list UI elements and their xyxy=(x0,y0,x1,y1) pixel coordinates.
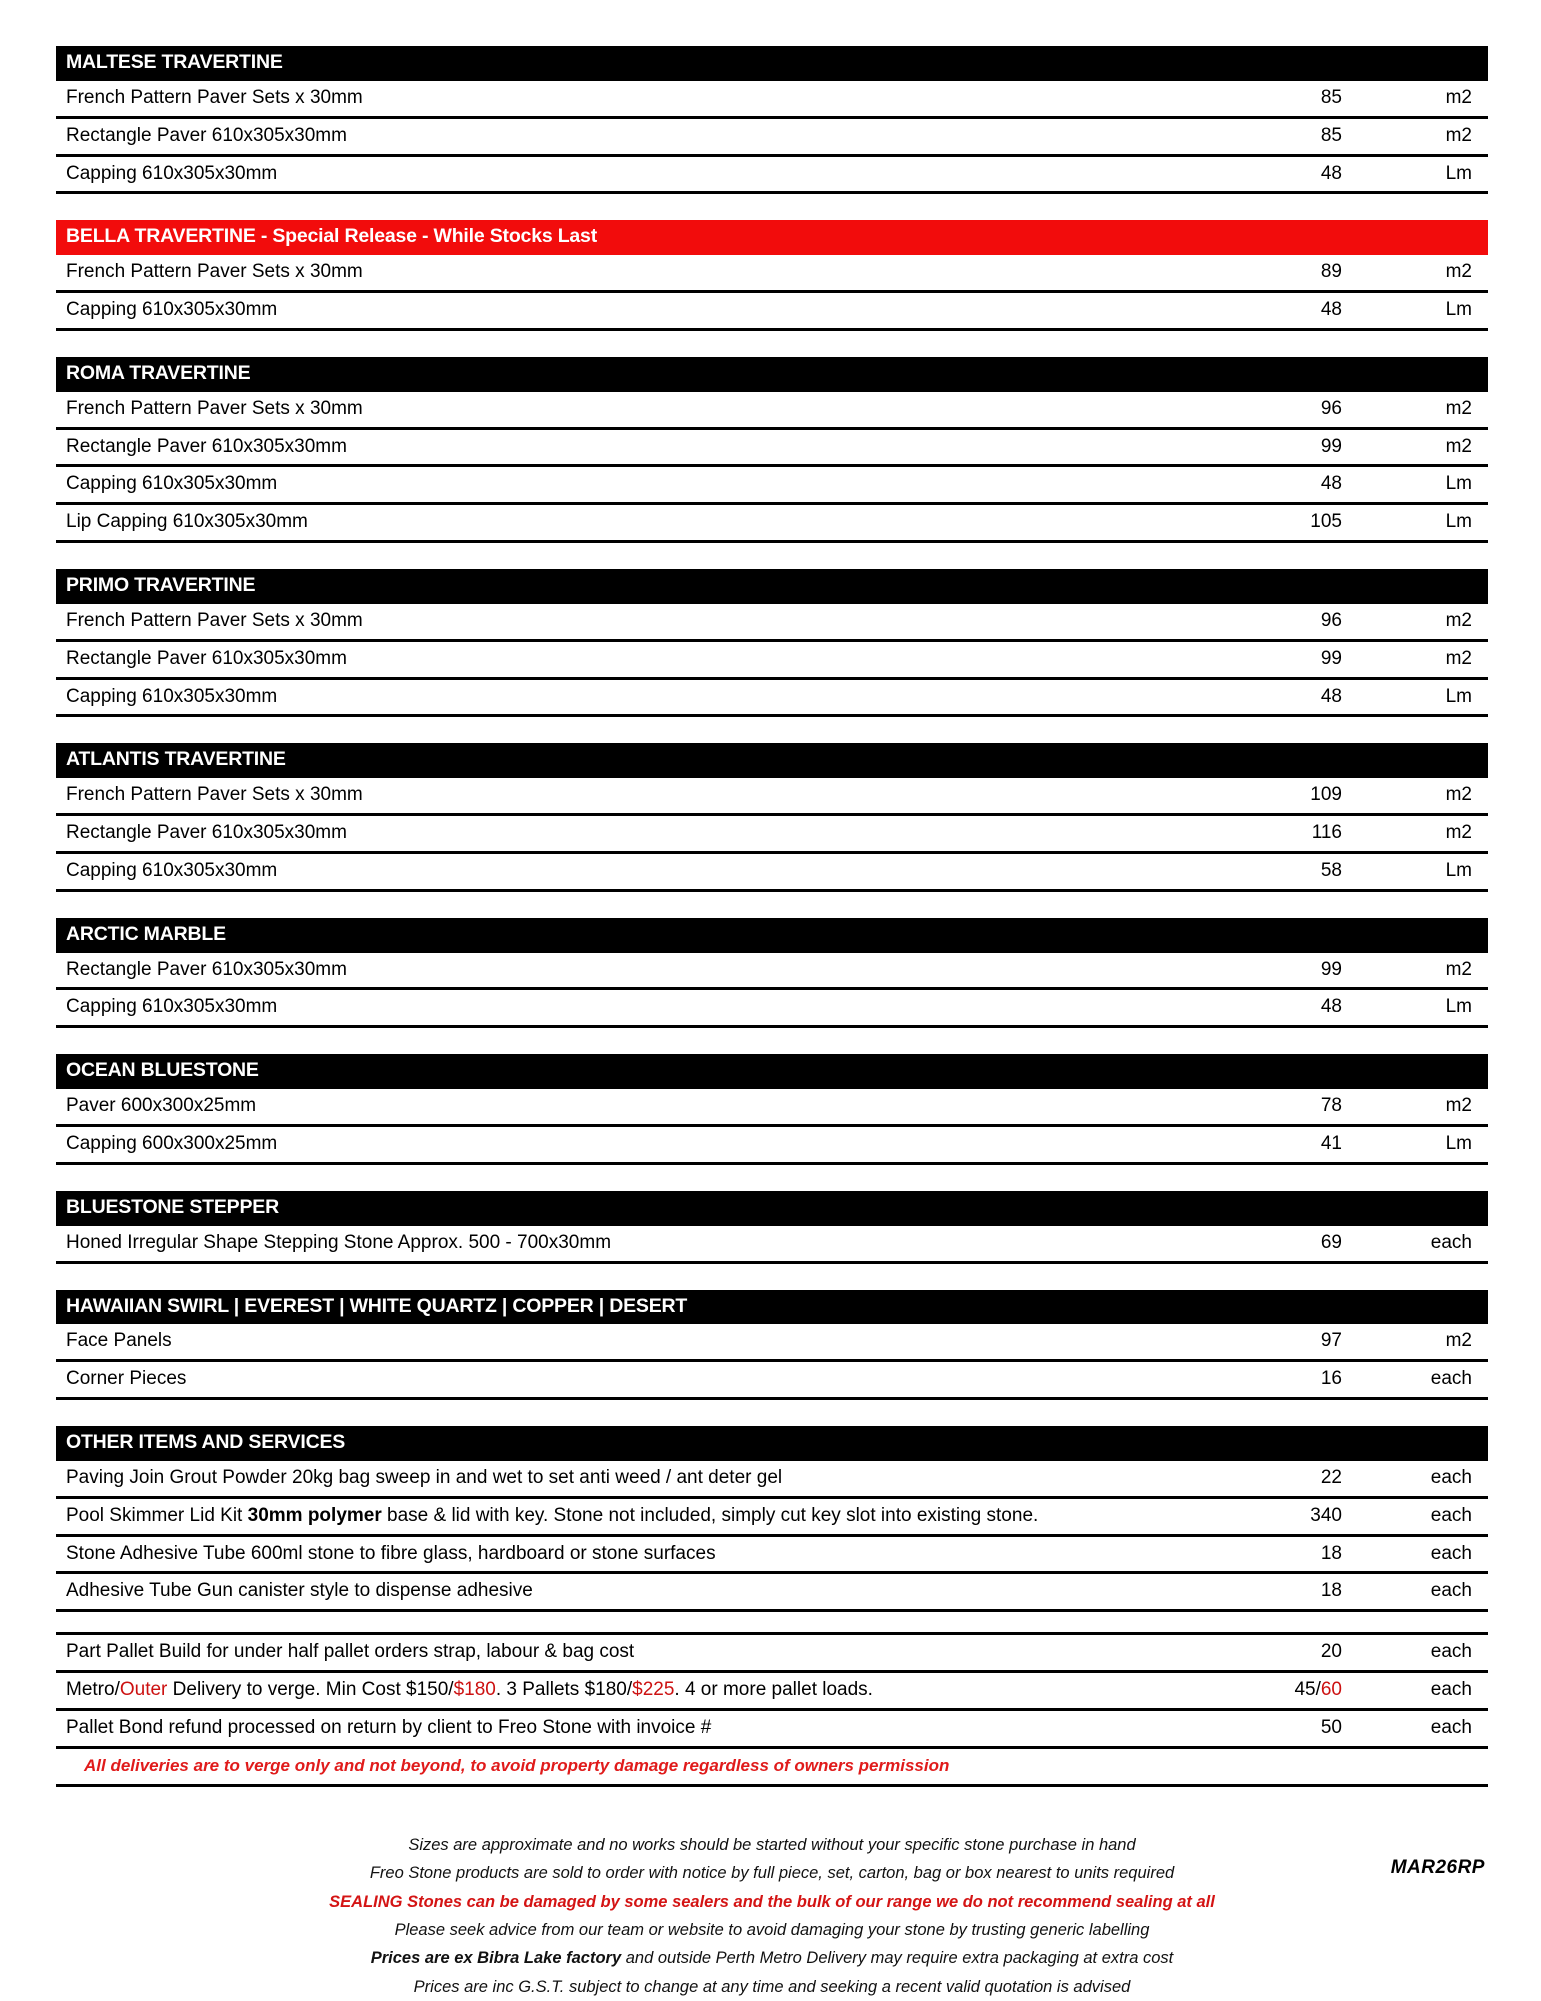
item-description: Rectangle Paver 610x305x30mm xyxy=(56,815,1242,853)
item-unit: each xyxy=(1390,1634,1488,1672)
item-price: 48 xyxy=(1242,678,1390,716)
section-spacer xyxy=(56,1399,1488,1427)
item-unit: each xyxy=(1390,1497,1488,1535)
item-description: Capping 600x300x25mm xyxy=(56,1125,1242,1163)
price-row xyxy=(56,117,1488,155)
item-description: French Pattern Paver Sets x 30mm xyxy=(56,81,1242,117)
item-unit: m2 xyxy=(1390,640,1488,678)
item-price: 96 xyxy=(1242,604,1390,640)
item-price: 85 xyxy=(1242,117,1390,155)
delivery-price-rich: 45/60 xyxy=(1294,1679,1342,1701)
item-unit: m2 xyxy=(1390,604,1488,640)
item-unit: each xyxy=(1390,1573,1488,1611)
section-header-title: MALTESE TRAVERTINE xyxy=(56,46,1488,81)
price-list-table xyxy=(56,46,1488,1787)
item-unit: Lm xyxy=(1390,989,1488,1027)
item-description: Capping 610x305x30mm xyxy=(56,678,1242,716)
divider-cell xyxy=(56,1611,1488,1634)
price-row xyxy=(56,1709,1488,1747)
item-price: 22 xyxy=(1242,1461,1390,1497)
item-price: 340 xyxy=(1242,1497,1390,1535)
section-header-title: OCEAN BLUESTONE xyxy=(56,1054,1488,1089)
price-row xyxy=(56,778,1488,814)
delivery-notice-row xyxy=(56,1747,1488,1785)
price-row xyxy=(56,989,1488,1027)
item-price: 50 xyxy=(1242,1709,1390,1747)
item-description: Rectangle Paver 610x305x30mm xyxy=(56,428,1242,466)
item-description: Paving Join Grout Powder 20kg bag sweep in and wet to set anti weed / ant deter gel xyxy=(56,1461,1242,1497)
item-price: 85 xyxy=(1242,81,1390,117)
price-row xyxy=(56,81,1488,117)
section-header-row xyxy=(56,46,1488,81)
item-description: Capping 610x305x30mm xyxy=(56,155,1242,193)
price-row xyxy=(56,678,1488,716)
delivery-min-cost-outer: $180 xyxy=(453,1679,496,1701)
price-row xyxy=(56,1226,1488,1262)
price-row xyxy=(56,1634,1488,1672)
item-price: 18 xyxy=(1242,1573,1390,1611)
spacer-cell xyxy=(56,716,1488,744)
item-description: Pallet Bond refund processed on return by client to Freo Stone with invoice # xyxy=(56,1709,1242,1747)
section-header-row xyxy=(56,1426,1488,1461)
item-unit: m2 xyxy=(1390,392,1488,428)
item-description: Rectangle Paver 610x305x30mm xyxy=(56,117,1242,155)
delivery-zone-outer: Outer xyxy=(119,1679,168,1701)
section-spacer xyxy=(56,1027,1488,1055)
item-price: 109 xyxy=(1242,778,1390,814)
section-spacer xyxy=(56,716,1488,744)
price-row xyxy=(56,155,1488,193)
item-unit: m2 xyxy=(1390,815,1488,853)
footer-line-4: Please seek advice from our team or website to avoid damaging your stone by trusting generic labelling xyxy=(394,1920,1150,1939)
spacer-cell xyxy=(56,890,1488,918)
item-price: 89 xyxy=(1242,255,1390,291)
price-row xyxy=(56,504,1488,542)
item-description xyxy=(56,1497,1242,1535)
item-price: 69 xyxy=(1242,1226,1390,1262)
footer-disclaimer xyxy=(56,1831,1488,2001)
section-header-row xyxy=(56,1191,1488,1226)
item-price: 16 xyxy=(1242,1361,1390,1399)
item-unit: Lm xyxy=(1390,678,1488,716)
section-header-title: BELLA TRAVERTINE - Special Release - While Stocks Last xyxy=(56,220,1488,255)
price-row xyxy=(56,1089,1488,1125)
section-spacer xyxy=(56,1262,1488,1290)
item-price: 99 xyxy=(1242,428,1390,466)
price-row xyxy=(56,1361,1488,1399)
item-price: 116 xyxy=(1242,815,1390,853)
footer-line-5 xyxy=(56,1944,1488,1972)
item-price: 48 xyxy=(1242,989,1390,1027)
price-row xyxy=(56,392,1488,428)
spacer-cell xyxy=(56,1262,1488,1290)
price-row xyxy=(56,1672,1488,1710)
price-row xyxy=(56,1461,1488,1497)
item-description: Capping 610x305x30mm xyxy=(56,292,1242,330)
section-header-row xyxy=(56,743,1488,778)
section-header-title: OTHER ITEMS AND SERVICES xyxy=(56,1426,1488,1461)
item-description: Part Pallet Build for under half pallet orders strap, labour & bag cost xyxy=(56,1634,1242,1672)
item-description: Paver 600x300x25mm xyxy=(56,1089,1242,1125)
item-description: Honed Irregular Shape Stepping Stone Approx. 500 - 700x30mm xyxy=(56,1226,1242,1262)
item-unit: Lm xyxy=(1390,292,1488,330)
item-description-rich: Pool Skimmer Lid Kit 30mm polymer base & lid with key. Stone not included, simply cut key slot into existing stone. xyxy=(66,1504,1039,1526)
price-row xyxy=(56,1324,1488,1360)
delivery-notice-text: All deliveries are to verge only and not beyond, to avoid property damage regardless of owners permission xyxy=(56,1747,1488,1785)
price-row xyxy=(56,1125,1488,1163)
item-price: 99 xyxy=(1242,953,1390,989)
item-unit: m2 xyxy=(1390,1089,1488,1125)
footer-line-sealing-warning: SEALING Stones can be damaged by some sealers and the bulk of our range we do not recommend sealing at all xyxy=(329,1892,1215,1911)
item-description: French Pattern Paver Sets x 30mm xyxy=(56,255,1242,291)
item-price: 20 xyxy=(1242,1634,1390,1672)
item-unit: m2 xyxy=(1390,81,1488,117)
footer-line-6: Prices are inc G.S.T. subject to change at any time and seeking a recent valid quotation is advised xyxy=(413,1977,1131,1996)
item-description: Stone Adhesive Tube 600ml stone to fibre glass, hardboard or stone surfaces xyxy=(56,1535,1242,1573)
item-unit: each xyxy=(1390,1461,1488,1497)
delivery-price-outer: 60 xyxy=(1320,1679,1342,1701)
item-unit: each xyxy=(1390,1226,1488,1262)
item-description: Corner Pieces xyxy=(56,1361,1242,1399)
price-row xyxy=(56,852,1488,890)
price-row xyxy=(56,1535,1488,1573)
section-header-row xyxy=(56,1290,1488,1325)
item-description: French Pattern Paver Sets x 30mm xyxy=(56,604,1242,640)
price-row xyxy=(56,815,1488,853)
price-row xyxy=(56,1573,1488,1611)
section-spacer xyxy=(56,1163,1488,1191)
item-price: 99 xyxy=(1242,640,1390,678)
price-row xyxy=(56,466,1488,504)
section-spacer xyxy=(56,542,1488,570)
item-price: 105 xyxy=(1242,504,1390,542)
item-description: Rectangle Paver 610x305x30mm xyxy=(56,640,1242,678)
footer-line-5-bold: Prices are ex Bibra Lake factory xyxy=(370,1949,622,1968)
price-row xyxy=(56,604,1488,640)
section-header-title: ROMA TRAVERTINE xyxy=(56,357,1488,392)
section-header-row xyxy=(56,220,1488,255)
item-description: Lip Capping 610x305x30mm xyxy=(56,504,1242,542)
section-header-title: ARCTIC MARBLE xyxy=(56,918,1488,953)
item-price: 48 xyxy=(1242,292,1390,330)
section-spacer xyxy=(56,193,1488,221)
section-header-title: ATLANTIS TRAVERTINE xyxy=(56,743,1488,778)
item-unit: Lm xyxy=(1390,1125,1488,1163)
item-price: 58 xyxy=(1242,852,1390,890)
other-items-group-divider xyxy=(56,1611,1488,1634)
item-description: Rectangle Paver 610x305x30mm xyxy=(56,953,1242,989)
item-unit: m2 xyxy=(1390,778,1488,814)
item-price xyxy=(1242,1672,1390,1710)
section-header-row xyxy=(56,1054,1488,1089)
item-unit: each xyxy=(1390,1672,1488,1710)
item-price: 48 xyxy=(1242,155,1390,193)
item-unit: Lm xyxy=(1390,155,1488,193)
spacer-cell xyxy=(56,1163,1488,1191)
spacer-cell xyxy=(56,1027,1488,1055)
item-description-emphasis: 30mm polymer xyxy=(247,1504,382,1526)
price-row xyxy=(56,428,1488,466)
item-price: 96 xyxy=(1242,392,1390,428)
item-unit: m2 xyxy=(1390,953,1488,989)
section-header-row xyxy=(56,569,1488,604)
section-header-title: BLUESTONE STEPPER xyxy=(56,1191,1488,1226)
section-header-row xyxy=(56,918,1488,953)
section-spacer xyxy=(56,329,1488,357)
spacer-cell xyxy=(56,1399,1488,1427)
item-unit: Lm xyxy=(1390,852,1488,890)
price-list-body xyxy=(56,46,1488,1785)
item-description: Capping 610x305x30mm xyxy=(56,852,1242,890)
item-description: French Pattern Paver Sets x 30mm xyxy=(56,778,1242,814)
footer-line-2: Freo Stone products are sold to order with notice by full piece, set, carton, bag or box nearest to units required xyxy=(369,1864,1175,1883)
price-row xyxy=(56,640,1488,678)
footer-line-1: Sizes are approximate and no works should be started without your specific stone purchase in hand xyxy=(408,1835,1136,1854)
price-row xyxy=(56,292,1488,330)
item-price: 78 xyxy=(1242,1089,1390,1125)
item-unit: Lm xyxy=(1390,504,1488,542)
item-unit: m2 xyxy=(1390,428,1488,466)
item-description: Capping 610x305x30mm xyxy=(56,989,1242,1027)
delivery-description-rich: Metro/Outer Delivery to verge. Min Cost $150/$180. 3 Pallets $180/$225. 4 or more pallet loads. xyxy=(66,1679,873,1701)
delivery-three-pallet-outer: $225 xyxy=(632,1679,675,1701)
section-header-title: PRIMO TRAVERTINE xyxy=(56,569,1488,604)
item-description: Face Panels xyxy=(56,1324,1242,1360)
revision-code: MAR26RP xyxy=(1390,1857,1485,1878)
item-description: Adhesive Tube Gun canister style to dispense adhesive xyxy=(56,1573,1242,1611)
section-spacer xyxy=(56,890,1488,918)
item-description: French Pattern Paver Sets x 30mm xyxy=(56,392,1242,428)
section-header-title: HAWAIIAN SWIRL | EVEREST | WHITE QUARTZ | COPPER | DESERT xyxy=(56,1290,1488,1325)
section-header-row xyxy=(56,357,1488,392)
item-price: 41 xyxy=(1242,1125,1390,1163)
item-description xyxy=(56,1672,1242,1710)
price-row xyxy=(56,255,1488,291)
price-row xyxy=(56,953,1488,989)
item-unit: m2 xyxy=(1390,255,1488,291)
item-unit: m2 xyxy=(1390,117,1488,155)
item-price: 18 xyxy=(1242,1535,1390,1573)
item-unit: each xyxy=(1390,1709,1488,1747)
item-unit: m2 xyxy=(1390,1324,1488,1360)
footer-line-5-rest: and outside Perth Metro Delivery may require extra packaging at extra cost xyxy=(621,1949,1174,1968)
item-description: Capping 610x305x30mm xyxy=(56,466,1242,504)
item-price: 48 xyxy=(1242,466,1390,504)
item-price: 97 xyxy=(1242,1324,1390,1360)
item-unit: each xyxy=(1390,1535,1488,1573)
spacer-cell xyxy=(56,329,1488,357)
spacer-cell xyxy=(56,193,1488,221)
item-unit: Lm xyxy=(1390,466,1488,504)
item-unit: each xyxy=(1390,1361,1488,1399)
spacer-cell xyxy=(56,542,1488,570)
price-row xyxy=(56,1497,1488,1535)
